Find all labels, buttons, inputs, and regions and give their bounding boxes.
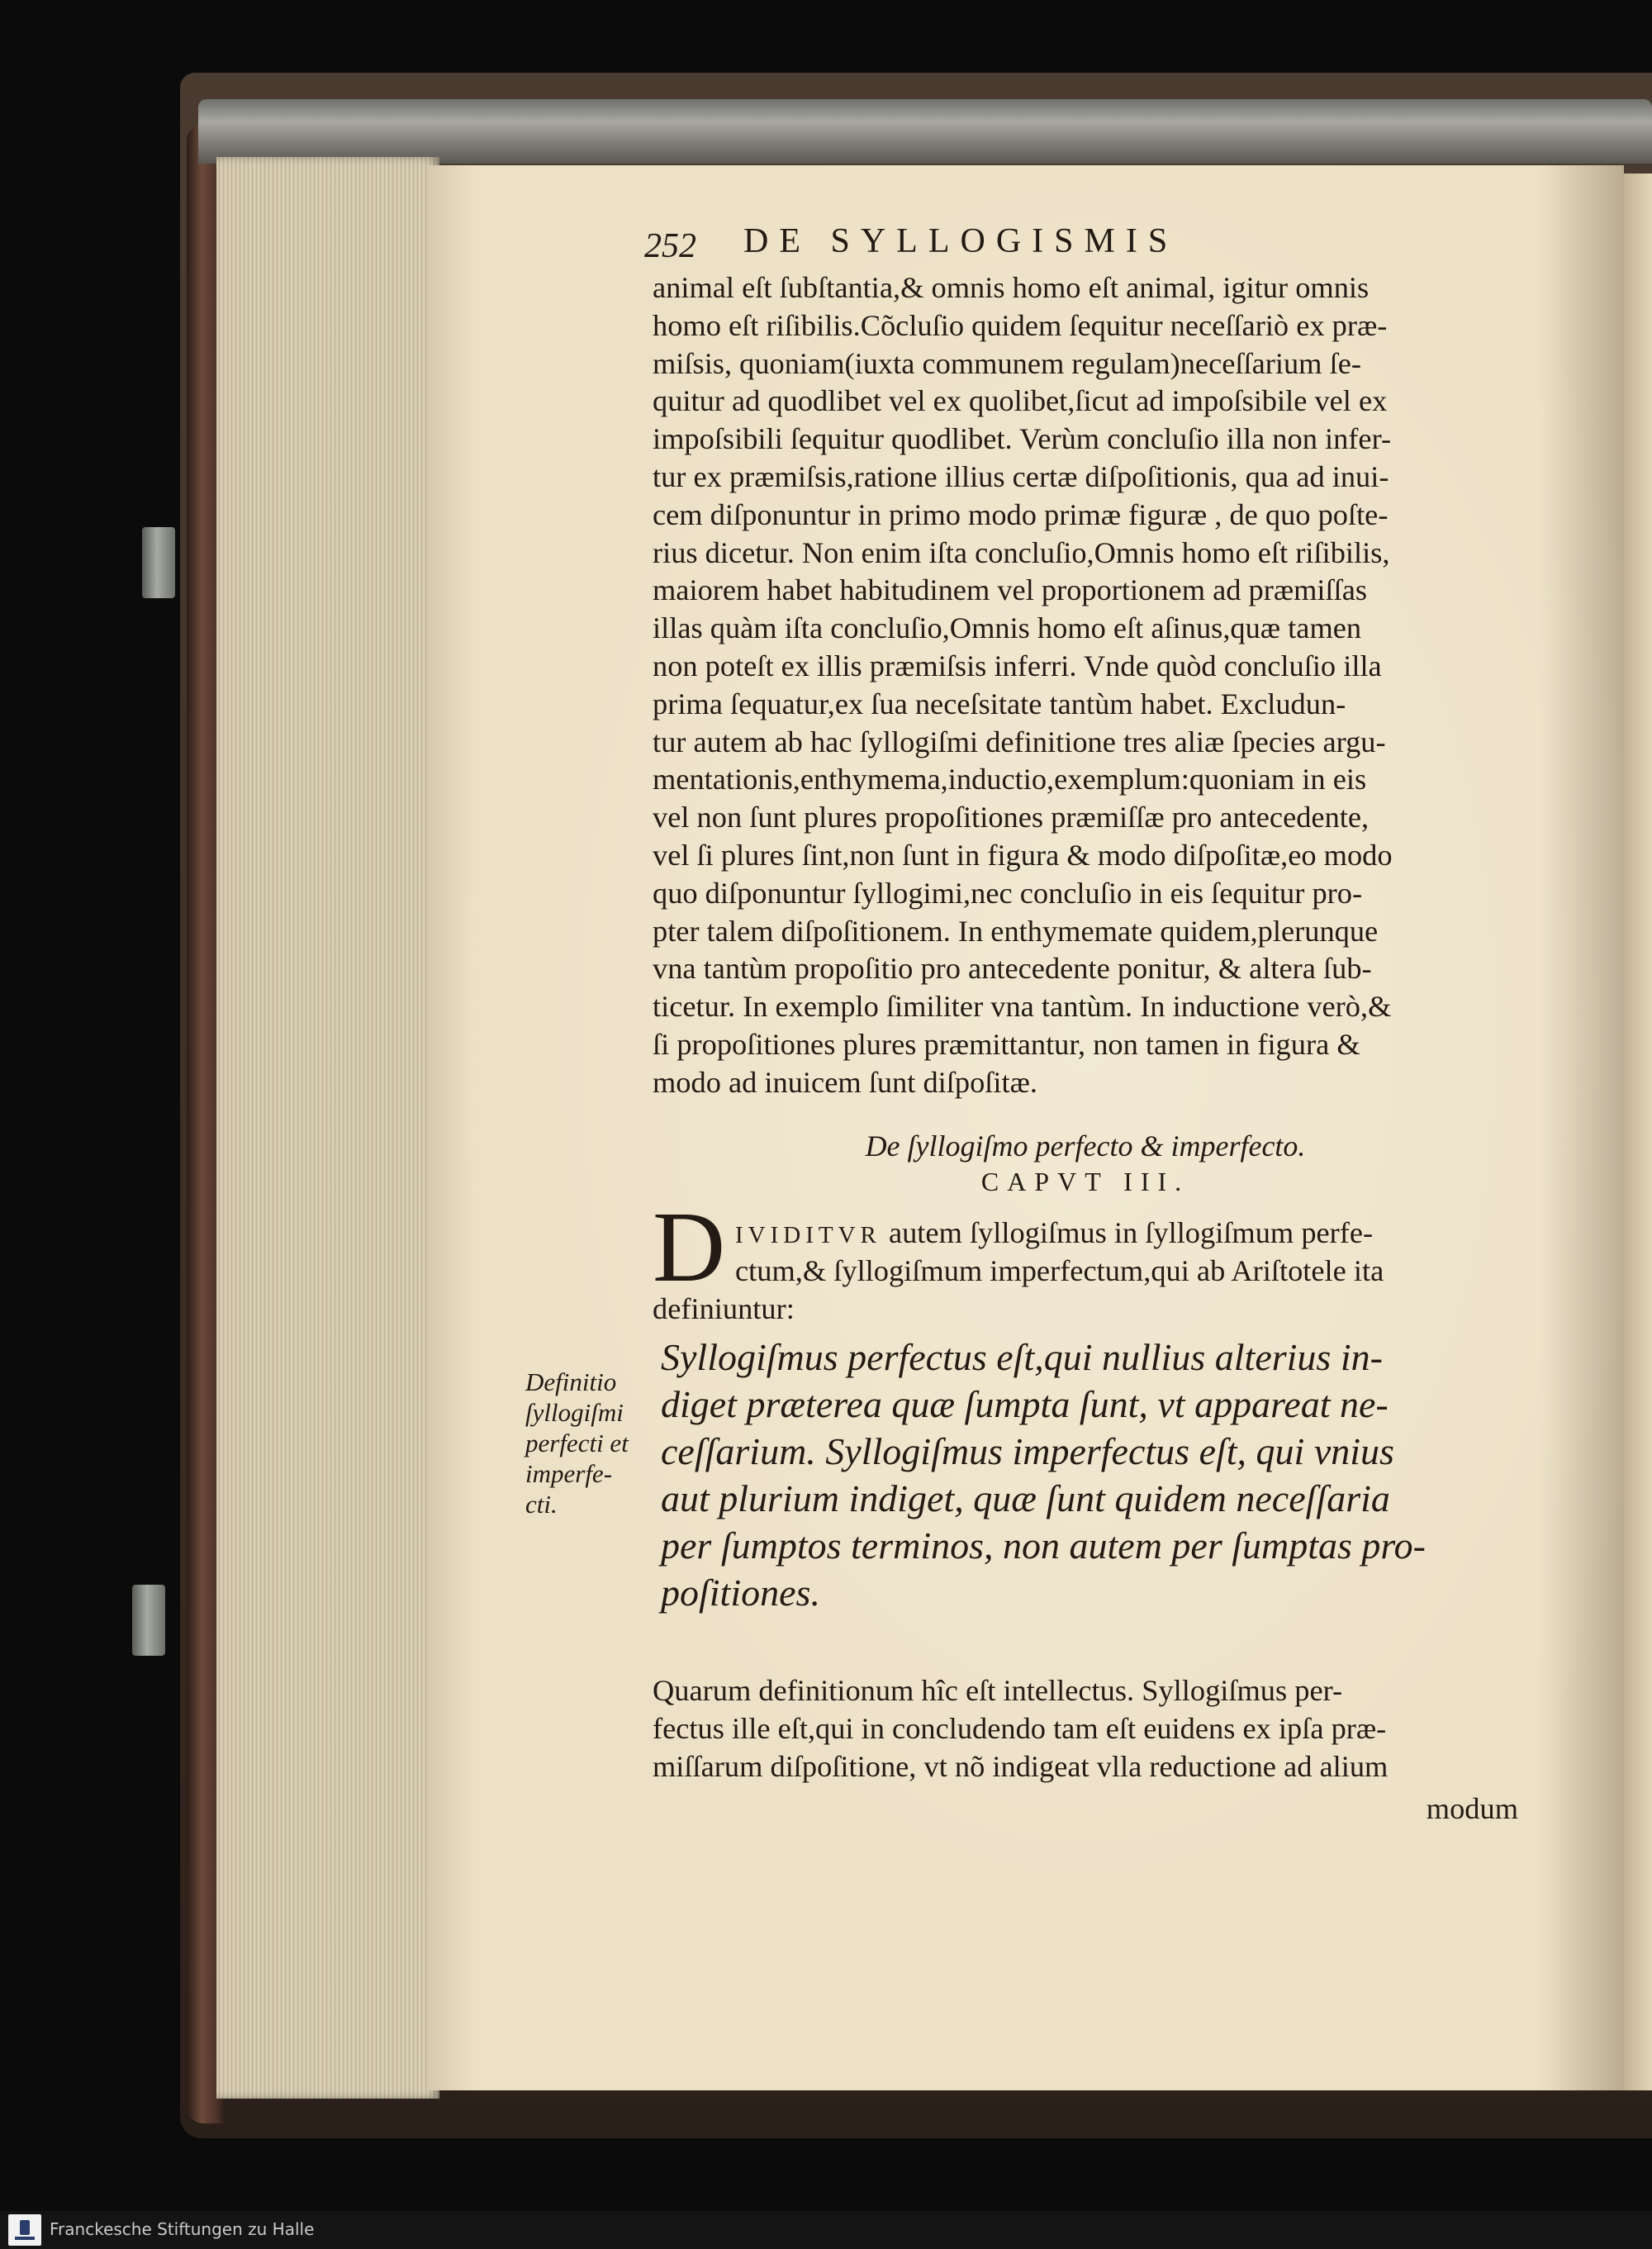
definition-line: Syllogiſmus perfectus eſt,qui nullius alterius in- bbox=[661, 1336, 1383, 1378]
margin-note-line: perfecti et bbox=[525, 1429, 629, 1457]
definition-line: aut plurium indiget, quæ ſunt quidem neceſſaria bbox=[661, 1477, 1390, 1519]
text-line: tur autem ab hac ſyllogiſmi definitione tres aliæ ſpecies argu- bbox=[653, 725, 1386, 758]
margin-note-line: cti. bbox=[525, 1490, 558, 1519]
definition-line: ceſſarium. Syllogiſmus imperfectus eſt, qui vnius bbox=[661, 1430, 1394, 1472]
intro-line-1-text: autem ſyllogiſmus in ſyllogiſmum perfe- bbox=[881, 1216, 1374, 1249]
aristotle-definition bbox=[661, 1334, 1520, 1616]
chapter-label: CAPVT III. bbox=[980, 1167, 1190, 1196]
text-line: fectus ille eſt,qui in concludendo tam eſt euidens ex ipſa præ- bbox=[653, 1711, 1387, 1745]
text-line: mentationis,enthymema,inductio,exemplum:quoniam in eis bbox=[653, 763, 1367, 796]
body-paragraph-1 bbox=[653, 269, 1518, 1102]
text-line: cem diſponuntur in primo modo primæ figuræ , de quo poſte- bbox=[653, 497, 1389, 531]
margin-note-line: Definitio bbox=[525, 1367, 617, 1396]
text-line: miſſarum diſpoſitione, vt nõ indigeat vlla reductione ad alium bbox=[653, 1749, 1389, 1783]
text-line: illas quàm iſta concluſio,Omnis homo eſt aſinus,quæ tamen bbox=[653, 611, 1362, 645]
book-headband bbox=[198, 99, 1652, 164]
text-line: tur ex præmiſsis,ratione illius certæ diſpoſitionis, qua ad inui- bbox=[653, 459, 1389, 493]
section-title: De ſyllogiſmo perfecto & imperfecto. bbox=[865, 1129, 1306, 1163]
text-line: modo ad inuicem ſunt diſpoſitæ. bbox=[653, 1065, 1037, 1099]
intro-line-2: ctum,& ſyllogiſmum imperfectum,qui ab Ariſtotele ita bbox=[735, 1254, 1384, 1287]
intro-smallcaps: IVIDITVR bbox=[735, 1222, 881, 1248]
footer-institution-link[interactable]: Franckesche Stiftungen zu Halle bbox=[50, 2219, 315, 2239]
definition-line: diget præterea quæ ſumpta ſunt, vt appareat ne- bbox=[661, 1383, 1389, 1425]
page-header bbox=[644, 221, 1388, 271]
franckesche-stiftungen-logo-icon[interactable] bbox=[8, 2214, 41, 2246]
body-paragraph-2 bbox=[653, 1672, 1518, 1785]
clasp-bottom-icon bbox=[132, 1585, 165, 1656]
margin-note-line: imperfe- bbox=[525, 1459, 613, 1488]
drop-capital: D bbox=[653, 1191, 726, 1303]
margin-note bbox=[525, 1367, 651, 1519]
definition-line: per ſumptos terminos, non autem per ſumptas pro- bbox=[661, 1524, 1426, 1567]
running-head: DE SYLLOGISMIS bbox=[743, 222, 1179, 260]
text-line: quo diſponuntur ſyllogimi,nec concluſio in eis ſequitur pro- bbox=[653, 876, 1363, 910]
text-line: miſsis, quoniam(iuxta communem regulam)neceſſarium ſe- bbox=[653, 346, 1361, 380]
intro-line-3: definiuntur: bbox=[653, 1292, 795, 1325]
text-line: homo eſt riſibilis.Cõcluſio quidem ſequitur neceſſariò ex præ- bbox=[653, 308, 1388, 342]
text-line: vna tantùm propoſitio pro antecedente ponitur, & altera ſub- bbox=[653, 952, 1372, 986]
text-line: impoſsibili ſequitur quodlibet. Verùm concluſio illa non infer- bbox=[653, 422, 1392, 456]
page-number: 252 bbox=[644, 227, 696, 265]
intro-line-1 bbox=[735, 1215, 1373, 1255]
text-line: rius dicetur. Non enim iſta concluſio,Omnis homo eſt riſibilis, bbox=[653, 535, 1390, 569]
text-line: ticetur. In exemplo ſimiliter vna tantùm. In inductione verò,& bbox=[653, 990, 1392, 1024]
text-line: maiorem habet habitudinem vel proportionem ad præmiſſas bbox=[653, 573, 1368, 607]
footer-bar bbox=[0, 2211, 1652, 2249]
text-line: Quarum definitionum hîc eſt intellectus. Syllogiſmus per- bbox=[653, 1674, 1343, 1707]
text-line: non poteſt ex illis præmiſsis inferri. Vnde quòd concluſio illa bbox=[653, 649, 1382, 682]
text-line: ſi propoſitiones plures præmittantur, non tamen in figura & bbox=[653, 1027, 1360, 1061]
text-line: pter talem diſpoſitionem. In enthymemate quidem,plerunque bbox=[653, 914, 1379, 948]
text-line: vel ſi plures ſint,non ſunt in figura & modo diſpoſitæ,eo modo bbox=[653, 838, 1393, 872]
clasp-top-icon bbox=[142, 527, 175, 598]
page-edges bbox=[216, 157, 439, 2099]
text-line: prima ſequatur,ex ſua neceſsitate tantùm habet. Excludun- bbox=[653, 687, 1346, 720]
text-line: animal eſt ſubſtantia,& omnis homo eſt animal, igitur omnis bbox=[653, 271, 1370, 304]
text-line: vel non ſunt plures propoſitiones præmiſſæ pro antecedente, bbox=[653, 801, 1370, 834]
text-line: quitur ad quodlibet vel ex quolibet,ſicut ad impoſsibile vel ex bbox=[653, 384, 1388, 418]
definition-line: poſitiones. bbox=[661, 1571, 820, 1614]
margin-note-line: ſyllogiſmi bbox=[525, 1398, 624, 1427]
catchword: modum bbox=[1426, 1792, 1518, 1825]
